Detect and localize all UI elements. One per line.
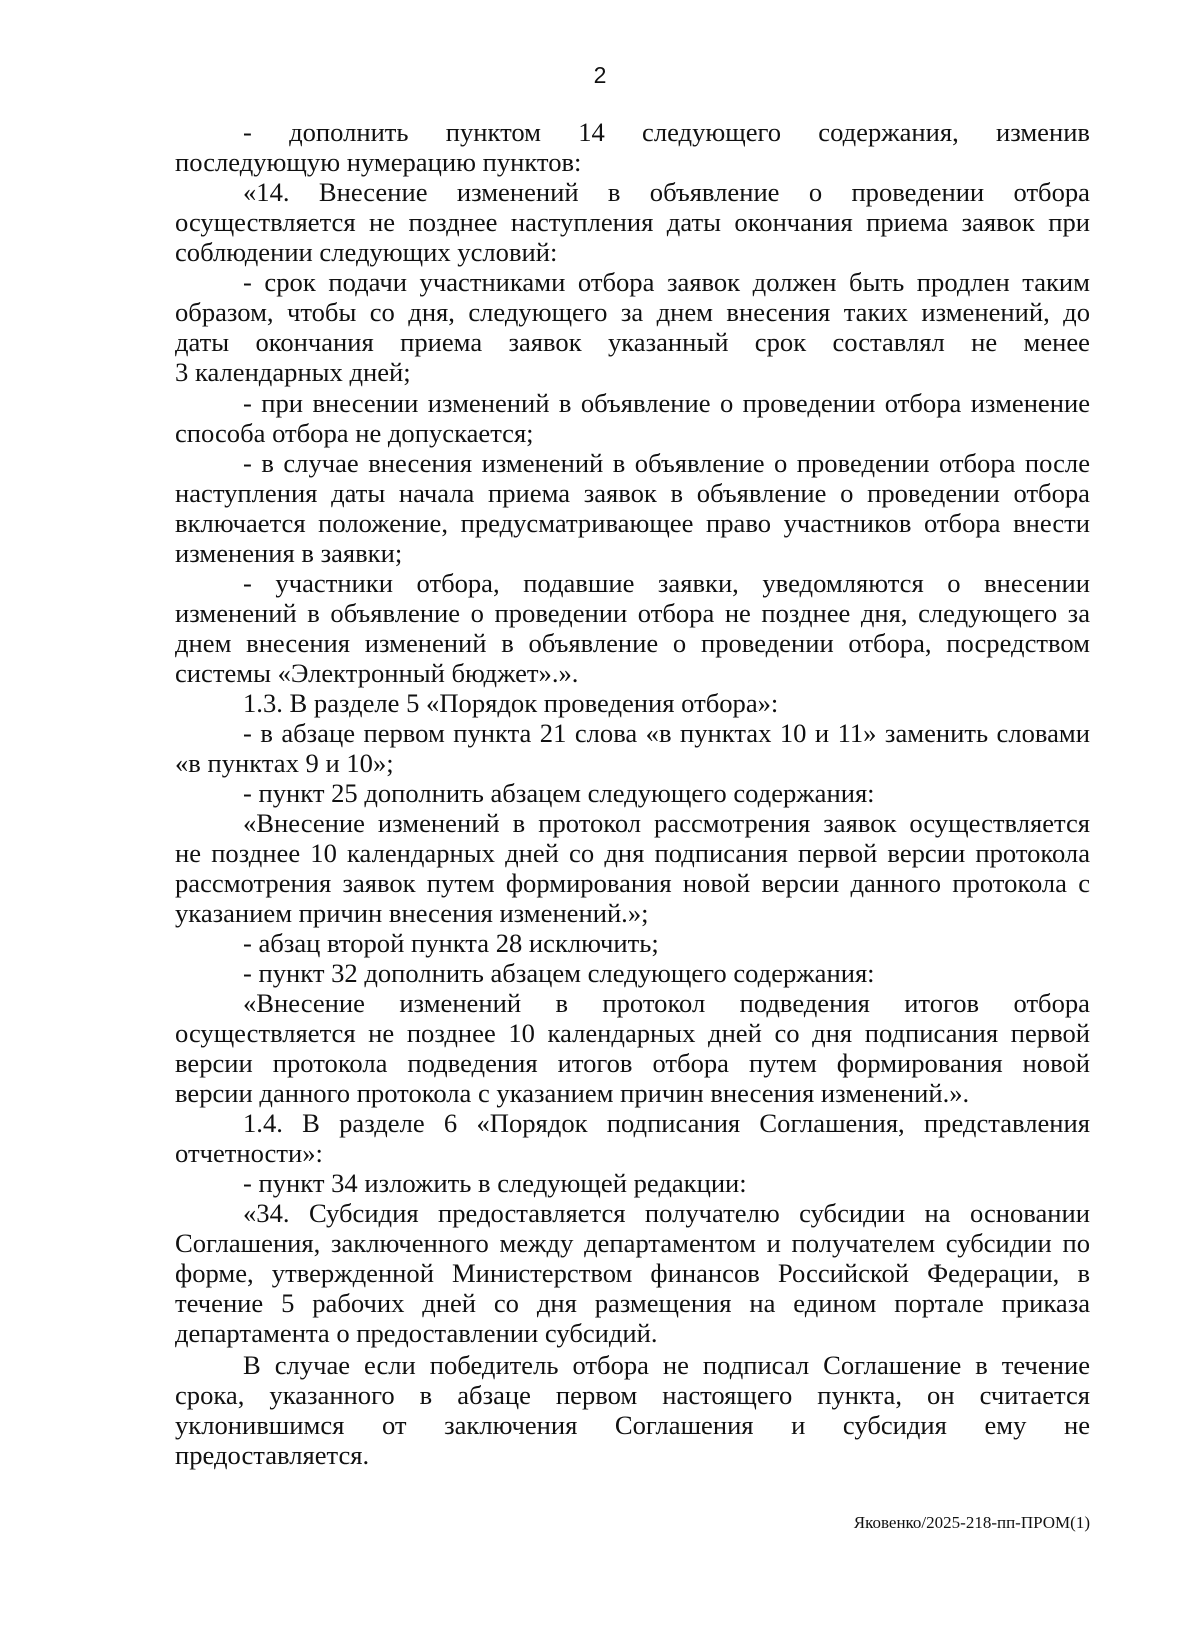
text-line: системы «Электронный бюджет».». (175, 658, 579, 688)
text-line: - при внесении изменений в объявление о проведении отбора изменение (243, 388, 1090, 418)
text-line: образом, чтобы со дня, следующего за днем внесения таких изменений, до (175, 297, 1090, 327)
text-line: «14. Внесение изменений в объявление о проведении отбора (243, 177, 1090, 207)
text-line: течение 5 рабочих дней со дня размещения на едином портале приказа (175, 1288, 1090, 1318)
text-line: не позднее 10 календарных дней со дня подписания первой версии протокола (175, 838, 1090, 868)
text-line: 1.3. В разделе 5 «Порядок проведения отбора»: (243, 688, 779, 718)
text-line: - в абзаце первом пункта 21 слова «в пунктах 10 и 11» заменить словами (243, 718, 1090, 748)
text-line: - в случае внесения изменений в объявление о проведении отбора после (243, 448, 1090, 478)
text-line: указанием причин внесения изменений.»; (175, 898, 649, 928)
text-line: «в пунктах 9 и 10»; (175, 748, 394, 778)
text-line: наступления даты начала приема заявок в объявление о проведении отбора (175, 478, 1090, 508)
text-line: последующую нумерацию пунктов: (175, 147, 582, 177)
text-line: даты окончания приема заявок указанный срок составлял не менее (175, 327, 1090, 357)
text-line: включается положение, предусматривающее право участников отбора внести (175, 508, 1090, 538)
text-line: осуществляется не позднее наступления даты окончания приема заявок при (175, 207, 1090, 237)
text-line: рассмотрения заявок путем формирования новой версии данного протокола с (175, 868, 1090, 898)
text-line: способа отбора не допускается; (175, 418, 534, 448)
document-reference: Яковенко/2025-218-пп-ПРОМ(1) (853, 1513, 1090, 1532)
text-line: - пункт 34 изложить в следующей редакции: (243, 1168, 747, 1198)
text-line: Соглашения, заключенного между департаментом и получателем субсидии по (175, 1228, 1090, 1258)
text-line: отчетности»: (175, 1138, 323, 1168)
text-line: версии протокола подведения итогов отбора путем формирования новой (175, 1048, 1090, 1078)
text-line: форме, утвержденной Министерством финансов Российской Федерации, в (175, 1258, 1090, 1288)
text-line: изменений в объявление о проведении отбора не позднее дня, следующего за (175, 598, 1090, 628)
text-line: 3 календарных дней; (175, 357, 411, 387)
text-line: - участники отбора, подавшие заявки, уведомляются о внесении (243, 568, 1090, 598)
text-line: департамента о предоставлении субсидий. (175, 1318, 658, 1348)
text-line: - пункт 25 дополнить абзацем следующего содержания: (243, 778, 875, 808)
text-line: - пункт 32 дополнить абзацем следующего содержания: (243, 958, 875, 988)
text-line: осуществляется не позднее 10 календарных дней со дня подписания первой (175, 1018, 1090, 1048)
text-line: В случае если победитель отбора не подписал Соглашение в течение (243, 1350, 1090, 1380)
page-number: 2 (593, 62, 607, 88)
text-line: версии данного протокола с указанием причин внесения изменений.». (175, 1078, 970, 1108)
text-line: «Внесение изменений в протокол подведения итогов отбора (243, 988, 1090, 1018)
text-line: - срок подачи участниками отбора заявок должен быть продлен таким (243, 267, 1090, 297)
text-line: днем внесения изменений в объявление о проведении отбора, посредством (175, 628, 1090, 658)
text-line: срока, указанного в абзаце первом настоящего пункта, он считается (175, 1380, 1090, 1410)
text-line: - дополнить пунктом 14 следующего содержания, изменив (243, 117, 1090, 147)
text-line: предоставляется. (175, 1440, 370, 1470)
text-line: 1.4. В разделе 6 «Порядок подписания Соглашения, представления (243, 1108, 1090, 1138)
text-line: «34. Субсидия предоставляется получателю субсидии на основании (243, 1198, 1090, 1228)
text-line: соблюдении следующих условий: (175, 237, 558, 267)
text-line: уклонившимся от заключения Соглашения и субсидия ему не (175, 1410, 1090, 1440)
text-line: - абзац второй пункта 28 исключить; (243, 928, 659, 958)
text-line: изменения в заявки; (175, 538, 403, 568)
text-line: «Внесение изменений в протокол рассмотрения заявок осуществляется (243, 808, 1090, 838)
